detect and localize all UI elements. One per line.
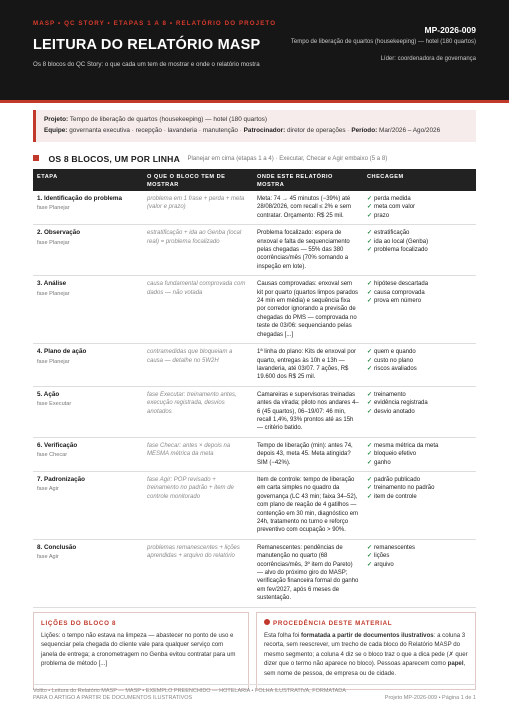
stage-cell [33, 191, 143, 224]
checkmark-icon: ✓ [367, 204, 373, 211]
project-info-box [33, 110, 476, 142]
where-cell: Meta: 74 → 45 minutos (−39%) até 28/08/2026, com recall ≤ 2% e sem contratar. Orçamento: R$ 25 mil. [257, 196, 352, 219]
header-kicker: MASP • QC STORY • ETAPAS 1 A 8 • RELATÓRIO DO PROJETO [33, 20, 277, 27]
stage-name: 7. Padronização [37, 475, 85, 483]
stage-cell [33, 540, 143, 607]
provenance-text: Esta folha foi [264, 632, 301, 639]
where-cell: Problema focalizado: espera de enxoval e falta de sequenciamento pelas chegadas — 55% das 380 ocorrências/mês (70% somando a inspeção em lote). [257, 230, 350, 270]
column-header-where: ONDE ESTE RELATÓRIO MOSTRA [257, 174, 333, 188]
check-item [367, 476, 472, 484]
table-header [33, 169, 476, 191]
stage-cell [33, 472, 143, 539]
header-accent-bar [0, 100, 509, 103]
stage-cell [33, 438, 143, 471]
check-item [367, 195, 472, 203]
stage-phase: fase Agir [37, 486, 59, 493]
checkmark-icon: ✓ [367, 289, 373, 296]
table-row [33, 438, 476, 472]
check-label: treinamento no padrão [374, 485, 435, 492]
team-label: Equipe: [44, 127, 68, 134]
check-label: causa comprovada [374, 289, 425, 296]
must-show-cell: fase Agir: POP revisado + treinamento no padrão + item de controle monitorado [147, 476, 234, 500]
table-body [33, 191, 476, 608]
stage-cell [33, 225, 143, 275]
page-title: LEITURA DO RELATÓRIO MASP [33, 37, 261, 53]
check-label: remanescentes [374, 544, 416, 551]
stage-phase: fase Planejar [37, 205, 70, 212]
must-show-cell: problema em 1 frase + perda + meta (valor e prazo) [147, 196, 245, 211]
check-cell [363, 540, 476, 607]
check-item [367, 459, 472, 467]
checkmark-icon: ✓ [367, 230, 373, 237]
stage-phase: fase Agir [37, 554, 59, 561]
page-footer [33, 688, 476, 702]
where-cell: Causas comprovadas: enxoval sem kit por quarto (quartos limpos parados 24 min em média) e sequência fixa por corredor ignorando a previsão de chegadas do PMS — comprovada no teste de 03/06: sequenciando pelas chegadas [...] [257, 281, 359, 338]
check-label: item de controle [374, 493, 417, 500]
column-header-must-show: O QUE O BLOCO TEM DE MOSTRAR [147, 174, 226, 188]
check-cell [363, 438, 476, 471]
must-show-cell: contramedidas que bloqueiam a causa — detalhe no 5W2H [147, 349, 233, 364]
project-code: MP-2026-009 [424, 25, 476, 35]
check-label: arquivo [374, 561, 394, 568]
stage-cell [33, 276, 143, 343]
check-item [367, 348, 472, 356]
stage-name: 5. Ação [37, 390, 60, 398]
check-cell [363, 387, 476, 437]
section-title: OS 8 BLOCOS, UM POR LINHA [48, 153, 180, 164]
must-show-cell: fase Checar: antes × depois na MESMA métrica da meta [147, 442, 231, 458]
check-cell [363, 191, 476, 224]
checkmark-icon: ✓ [367, 281, 373, 288]
where-cell: 1ª linha do plano: Kits de enxoval por quarto, entregas às 10h e 13h — lavanderia, até 03/07. 7 ações, R$ 19.600 dos R$ 25 mil. [257, 349, 356, 381]
footer-divider [33, 684, 476, 685]
checkmark-icon: ✓ [367, 408, 373, 415]
check-item [367, 280, 472, 288]
where-cell: Item de controle: tempo de liberação em carta simples no quadro da governança (LC 43 min; faixa 34–52), com plano de reação de 4 gatilhos — contenção em 30 min, diagnóstico em 24h, tratamento no turno e reforço preventivo com ocupação > 90%. [257, 476, 359, 534]
stage-phase: fase Planejar [37, 239, 70, 246]
column-header-stage: ETAPA [37, 174, 58, 180]
table-row [33, 191, 476, 225]
header-description: Tempo de liberação de quartos (housekeeping) — hotel (180 quartos) [290, 39, 476, 45]
lessons-title: LIÇÕES DO BLOCO 8 [41, 620, 117, 627]
must-show-cell: problemas remanescentes + lições aprendidas + arquivo do relatório [147, 544, 240, 560]
check-item [367, 357, 472, 365]
check-cell [363, 225, 476, 275]
column-header-check: CHECAGEM [367, 174, 404, 180]
checkmark-icon: ✓ [367, 247, 373, 254]
check-item [367, 561, 472, 569]
stage-phase: fase Planejar [37, 358, 70, 365]
check-label: treinamento [374, 391, 406, 398]
check-item [367, 552, 472, 560]
must-show-cell: estratificação + ida ao Genba (local real) = problema focalizado [147, 230, 242, 245]
stage-phase: fase Planejar [37, 290, 70, 297]
check-label: meta com valor [374, 204, 416, 211]
project-value: Tempo de liberação de quartos (housekeeping) — hotel (180 quartos) [69, 116, 267, 123]
period-label: Período: [351, 127, 378, 134]
stage-cell [33, 344, 143, 386]
check-label: perda medida [374, 196, 411, 202]
check-item [367, 544, 472, 552]
team-value: governanta executiva · recepção · lavanderia · manutenção [69, 127, 238, 134]
checkmark-icon: ✓ [367, 391, 373, 398]
check-item [367, 212, 472, 220]
check-item [367, 399, 472, 407]
table-row [33, 225, 476, 276]
provenance-bold: formatada a partir de documentos ilustrativos [300, 632, 434, 639]
project-label: Projeto: [44, 116, 69, 123]
header-lead: Líder: coordenadora de governança [380, 56, 476, 62]
check-label: problema focalizado [374, 247, 428, 254]
provenance-text: , sem nome de pessoa, de empresa ou de cidade. [264, 660, 466, 677]
stage-name: 3. Análise [37, 280, 67, 288]
check-label: riscos avaliados [374, 365, 417, 372]
checkmark-icon: ✓ [367, 459, 373, 466]
sponsor-label: Patrocinador: [243, 127, 286, 134]
section-heading [33, 150, 476, 164]
check-label: lições [374, 553, 390, 560]
provenance-heading [264, 620, 468, 627]
check-label: quem e quando [374, 349, 416, 356]
provenance-box [256, 612, 476, 690]
stage-cell [33, 387, 143, 437]
checkmark-icon: ✓ [367, 561, 373, 568]
checkmark-icon: ✓ [367, 238, 373, 245]
stage-phase: fase Executar [37, 401, 72, 408]
checkmark-icon: ✓ [367, 196, 373, 202]
check-item [367, 484, 472, 492]
check-cell [363, 276, 476, 343]
check-item [367, 493, 472, 501]
provenance-title: PROCEDÊNCIA DESTE MATERIAL [273, 620, 393, 627]
checkmark-icon: ✓ [367, 349, 373, 356]
separator: · [239, 127, 242, 134]
section-square-icon [33, 155, 39, 161]
checkmark-icon: ✓ [367, 212, 373, 219]
sponsor-value: diretor de operações [287, 127, 346, 134]
checkmark-icon: ✓ [367, 485, 373, 492]
check-label: custo no plano [374, 357, 414, 364]
check-item [367, 203, 472, 211]
checkmark-icon: ✓ [367, 476, 373, 483]
check-label: hipótese descartada [374, 281, 429, 288]
checkmark-icon: ✓ [367, 553, 373, 560]
checkmark-icon: ✓ [367, 451, 373, 458]
table-row [33, 472, 476, 540]
where-cell: Remanescentes: pendências de manutenção no quarto (68 ocorrências/mês, 3º item do Pareto) — alvo do próximo giro do MASP; verificação financeira formal do ganho em fev/2027, após 6 meses de sustentação. [257, 544, 359, 602]
must-show-cell: causa fundamental comprovada com dados — não votada [147, 281, 246, 296]
check-label: bloqueio efetivo [374, 451, 417, 458]
check-label: desvio anotado [374, 408, 415, 415]
must-show-cell: fase Executar: treinamento antes, execução registrada, desvios anotados [147, 391, 237, 415]
checkmark-icon: ✓ [367, 365, 373, 372]
check-item [367, 297, 472, 305]
check-label: ganho [374, 459, 391, 466]
stage-phase: fase Checar [37, 452, 68, 459]
footer-right: Projeto MP-2026-009 • Página 1 de 1 [384, 695, 476, 701]
header-subtitle: Os 8 blocos do QC Story: o que cada um tem de mostrar e onde o relatório mostra [33, 61, 260, 68]
lessons-body: Lições: o tempo não estava na limpeza — abastecer no ponto de uso e sequenciar pela chegada do cliente vale para qualquer serviço com janela de entrega; a cronometragem no Genba evitou contratar para um problema de método [...] [41, 632, 236, 668]
footer-left: Voltto • Leitura do Relatório MASP — MASP • EXEMPLO PREENCHIDO — HOTELARIA • FOLHA ILUSTRATIVA, FORMATADA PARA O ARTIGO A PARTIR DE DOCUMENTOS ILUSTRATIVOS [33, 688, 346, 701]
checkmark-icon: ✓ [367, 442, 373, 449]
table-row [33, 540, 476, 608]
check-item [367, 442, 472, 450]
checkmark-icon: ✓ [367, 357, 373, 364]
section-note: Planejar em cima (etapas 1 a 4) · Executar, Checar e Agir embaixo (5 a 8) [187, 155, 388, 163]
table-row [33, 387, 476, 438]
stage-name: 4. Plano de ação [37, 348, 87, 356]
provenance-text: : a coluna 3 recorta, sem reescrever, um trecho de cada bloco do Relatório MASP do mesmo segmento; a coluna 4 diz se o bloco traz o que a dica pede (✗ quer dizer que o termo não aparece no bloco). Pessoas aparecem como [264, 632, 468, 668]
blocks-table [33, 169, 476, 608]
check-cell [363, 472, 476, 539]
check-item [367, 289, 472, 297]
check-cell [363, 344, 476, 386]
check-item [367, 229, 472, 237]
check-item [367, 408, 472, 416]
checkmark-icon: ✓ [367, 400, 373, 407]
checkmark-icon: ✓ [367, 544, 373, 551]
page-header [0, 0, 509, 100]
stage-name: 2. Observação [37, 229, 81, 237]
red-dot-icon [264, 619, 270, 625]
checkmark-icon: ✓ [367, 493, 373, 500]
stage-name: 6. Verificação [37, 441, 78, 449]
stage-name: 8. Conclusão [37, 543, 77, 551]
check-label: ida ao local (Genba) [374, 238, 429, 245]
provenance-bold: papel [447, 660, 464, 668]
check-label: mesma métrica da meta [374, 442, 439, 449]
separator: · [347, 127, 350, 134]
checkmark-icon: ✓ [367, 298, 373, 305]
where-cell: Tempo de liberação (min): antes 74, depois 43, meta 45. Meta atingida? SIM (−42%). [257, 442, 353, 466]
check-label: padrão publicado [374, 476, 421, 483]
period-value: Mar/2026 – Ago/2026 [379, 127, 441, 134]
table-row [33, 276, 476, 344]
check-item [367, 450, 472, 458]
stage-name: 1. Identificação do problema [37, 195, 123, 202]
lessons-box [33, 612, 249, 690]
table-row [33, 344, 476, 387]
check-label: estratificação [374, 230, 410, 237]
check-item [367, 238, 472, 246]
check-item [367, 391, 472, 399]
check-item [367, 246, 472, 254]
check-label: evidência registrada [374, 400, 428, 407]
where-cell: Camareiras e supervisoras treinadas antes da virada; piloto nos andares 4–6 (45 quartos), 06–19/07: 46 min, recall 1,4%, 93% prontos até as 15h — critério batido. [257, 391, 359, 432]
check-label: prazo [374, 212, 390, 219]
provenance-body [264, 631, 468, 678]
check-label: prova em número [374, 298, 422, 305]
check-item [367, 365, 472, 373]
